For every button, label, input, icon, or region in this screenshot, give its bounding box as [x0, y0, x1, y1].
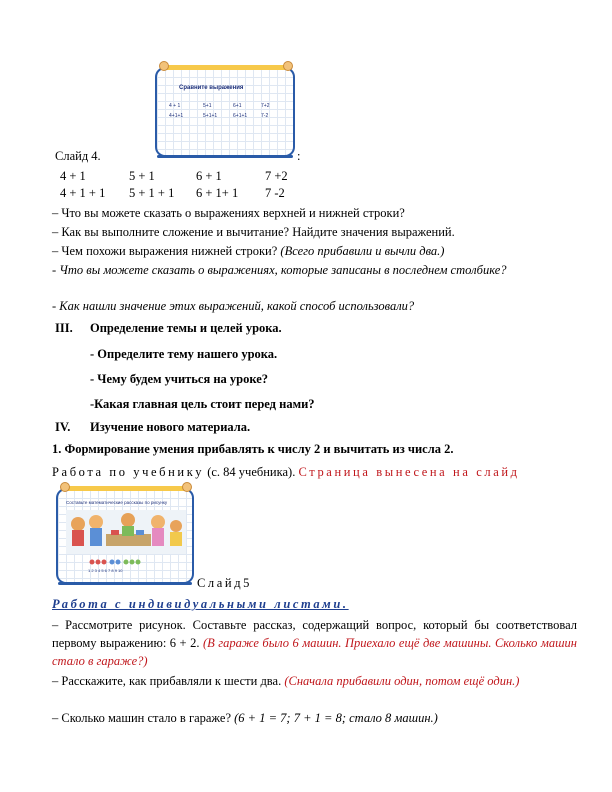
counting-dots [88, 558, 148, 566]
slide-top-bar [66, 486, 186, 491]
child-figure-icon [60, 482, 70, 492]
paragraph-2-text: – Расскажите, как прибавляли к шести два. [52, 674, 285, 688]
section3-item: -Какая главная цель стоит перед нами? [90, 397, 315, 411]
slide-bottom-bar [58, 582, 192, 585]
section3-item: - Определите тему нашего урока. [90, 347, 278, 361]
child-figure-icon [182, 482, 192, 492]
slide5-thumbnail [56, 488, 194, 584]
thumb-expr: 4+1+1 [169, 113, 184, 119]
question-3-answer: (Всего прибавили и вычли два.) [280, 244, 445, 258]
thumb-expr: 7-2 [261, 113, 269, 119]
expr: 6 + 1 [196, 169, 222, 183]
section4-title: Изучение нового материала. [90, 420, 251, 434]
slide5-label: Слайд5 [197, 576, 253, 590]
thumb-expr: 6+1 [233, 103, 242, 109]
expr: 4 + 1 + 1 [60, 186, 106, 200]
slide4-thumb-title: Сравните выражения [179, 85, 244, 91]
question-1: – Что вы можете сказать о выражениях верхней и нижней строки? [52, 206, 405, 220]
children-illustration [66, 510, 186, 554]
question-5: - Как нашли значение этих выражений, какой способ использовали? [52, 299, 415, 313]
section3-number: III. [55, 321, 73, 335]
thumb-expr: 6+1+1 [233, 113, 248, 119]
paragraph-1-answer: (В гараже было 6 машин. Приехало ещё две машины. Сколько машин стало в гараже?) [52, 636, 577, 668]
expr: 7 -2 [265, 186, 285, 200]
section4-number: IV. [55, 420, 71, 434]
paragraph-2 [52, 672, 577, 690]
expr: 6 + 1+ 1 [196, 186, 239, 200]
expr: 5 + 1 + 1 [129, 186, 175, 200]
worksheet-heading: Работа с индивидуальными листами. [52, 597, 349, 611]
slide4-colon: : [297, 149, 301, 163]
textbook-line [52, 464, 520, 480]
expr: 7 +2 [265, 169, 288, 183]
paragraph-3 [52, 710, 438, 726]
paragraph-3-text: – Сколько машин стало в гараже? [52, 711, 235, 725]
question-3-text: – Чем похожи выражения нижней строки? [52, 244, 281, 258]
thumb-expr: 5+1 [203, 103, 212, 109]
thumb-expr: 4 + 1 [169, 103, 181, 109]
question-2: – Как вы выполните сложение и вычитание? Найдите значения выражений. [52, 225, 455, 239]
paragraph-2-answer: (Сначала прибавили один, потом ещё один.) [284, 674, 520, 688]
thumb-expr: 5+1+1 [203, 113, 218, 119]
slide-bottom-bar [157, 155, 293, 158]
child-figure-icon [159, 61, 169, 71]
expr: 4 + 1 [60, 169, 86, 183]
expr: 5 + 1 [129, 169, 155, 183]
textbook-text: Работа по учебнику [52, 465, 205, 479]
section3-item: - Чему будем учиться на уроке? [90, 372, 269, 386]
slide4-thumbnail [155, 67, 295, 157]
paragraph-1 [52, 616, 577, 670]
paragraph-1-text: – Рассмотрите рисунок. Составьте рассказ, содержащий вопрос, который бы соответствовал первому выражению: 6 + 2. [52, 618, 577, 650]
slide-top-bar [165, 65, 287, 70]
child-figure-icon [283, 61, 293, 71]
slide5-numbers: 1 2 3 4 5 6 7 8 9 10 [88, 568, 123, 573]
slide5-thumb-title: Составьте математические рассказы по рисунку [66, 500, 168, 505]
thumb-expr: 7+2 [261, 103, 270, 109]
paragraph-3-answer: (6 + 1 = 7; 7 + 1 = 8; стало 8 машин.) [234, 711, 438, 725]
section3-title: Определение темы и целей урока. [90, 321, 282, 335]
slide4-label: Слайд 4. [55, 149, 101, 163]
question-4: - Что вы можете сказать о выражениях, которые записаны в последнем столбике? [52, 263, 507, 277]
textbook-red-note: Страница вынесена на слайд [298, 465, 520, 479]
subsection-1: 1. Формирование умения прибавлять к числу 2 и вычитать из числа 2. [52, 442, 454, 456]
question-3 [52, 243, 444, 259]
textbook-pages: (с. 84 учебника). [204, 465, 296, 479]
